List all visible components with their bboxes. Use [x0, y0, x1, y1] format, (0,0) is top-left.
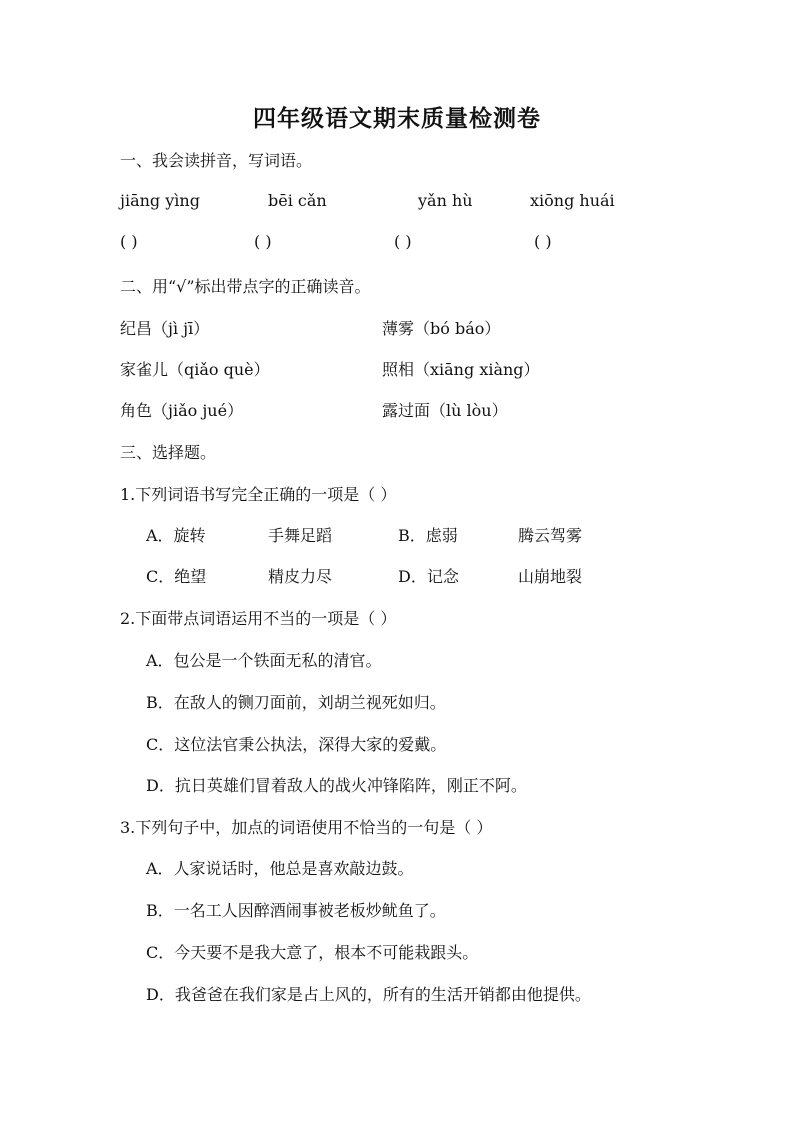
pronunciation-item-2: 薄雾（bó báo） [382, 319, 501, 338]
answer-blank-2[interactable]: ( ) [254, 232, 272, 251]
q3-option-d: D．我爸爸在我们家是占上风的，所有的生活开销都由他提供。 [146, 985, 591, 1004]
q1-option-c-word: 精皮力尽 [268, 567, 333, 586]
q1-option-d: D．记念 [398, 567, 459, 586]
pronunciation-item-5: 角色（jiǎo jué） [120, 401, 244, 420]
q3-option-c: C．今天要不是我大意了，根本不可能栽跟头。 [146, 943, 479, 962]
pinyin-1: jiāng yìng [120, 191, 200, 210]
section3-heading: 三、选择题。 [120, 443, 217, 462]
q1-option-a: A．旋转 [146, 526, 206, 545]
q1-option-a-word: 手舞足蹈 [268, 526, 333, 545]
q2-option-c: C．这位法官秉公执法，深得大家的爱戴。 [146, 735, 447, 754]
pinyin-2: bēi cǎn [268, 191, 327, 210]
section1-heading: 一、我会读拼音，写词语。 [120, 151, 313, 170]
pinyin-3: yǎn hù [418, 191, 473, 210]
q2-option-b: B．在敌人的铡刀面前，刘胡兰视死如归。 [146, 693, 446, 712]
pronunciation-item-4: 照相（xiāng xiàng） [382, 360, 540, 379]
answer-blank-3[interactable]: ( ) [394, 232, 412, 251]
q1-option-c: C．绝望 [146, 567, 207, 586]
q1-option-d-word: 山崩地裂 [518, 567, 583, 586]
pronunciation-item-1: 纪昌（jì jī） [120, 319, 210, 338]
q3-option-b: B．一名工人因醉酒闹事被老板炒鱿鱼了。 [146, 901, 446, 920]
answer-blank-4[interactable]: ( ) [534, 232, 552, 251]
pronunciation-item-6: 露过面（lù lòu） [382, 401, 508, 420]
section2-heading: 二、用“√”标出带点字的正确读音。 [120, 277, 371, 296]
pinyin-4: xiōng huái [530, 191, 615, 210]
q2-option-d: D．抗日英雄们冒着敌人的战火冲锋陷阵，刚正不阿。 [146, 776, 527, 795]
question-2-stem: 2.下面带点词语运用不当的一项是（ ） [120, 609, 397, 628]
q1-option-b: B．虑弱 [398, 526, 458, 545]
q2-option-a: A．包公是一个铁面无私的清官。 [146, 651, 382, 670]
question-3-stem: 3.下列句子中，加点的词语使用不恰当的一句是（ ） [120, 818, 493, 837]
q1-option-b-word: 腾云驾雾 [518, 526, 583, 545]
exam-title: 四年级语文期末质量检测卷 [253, 105, 541, 132]
question-1-stem: 1.下列词语书写完全正确的一项是（ ） [120, 485, 397, 504]
answer-blank-1[interactable]: ( ) [120, 232, 138, 251]
q3-option-a: A．人家说话时，他总是喜欢敲边鼓。 [146, 859, 414, 878]
pronunciation-item-3: 家雀儿（qiǎo què） [120, 360, 270, 379]
